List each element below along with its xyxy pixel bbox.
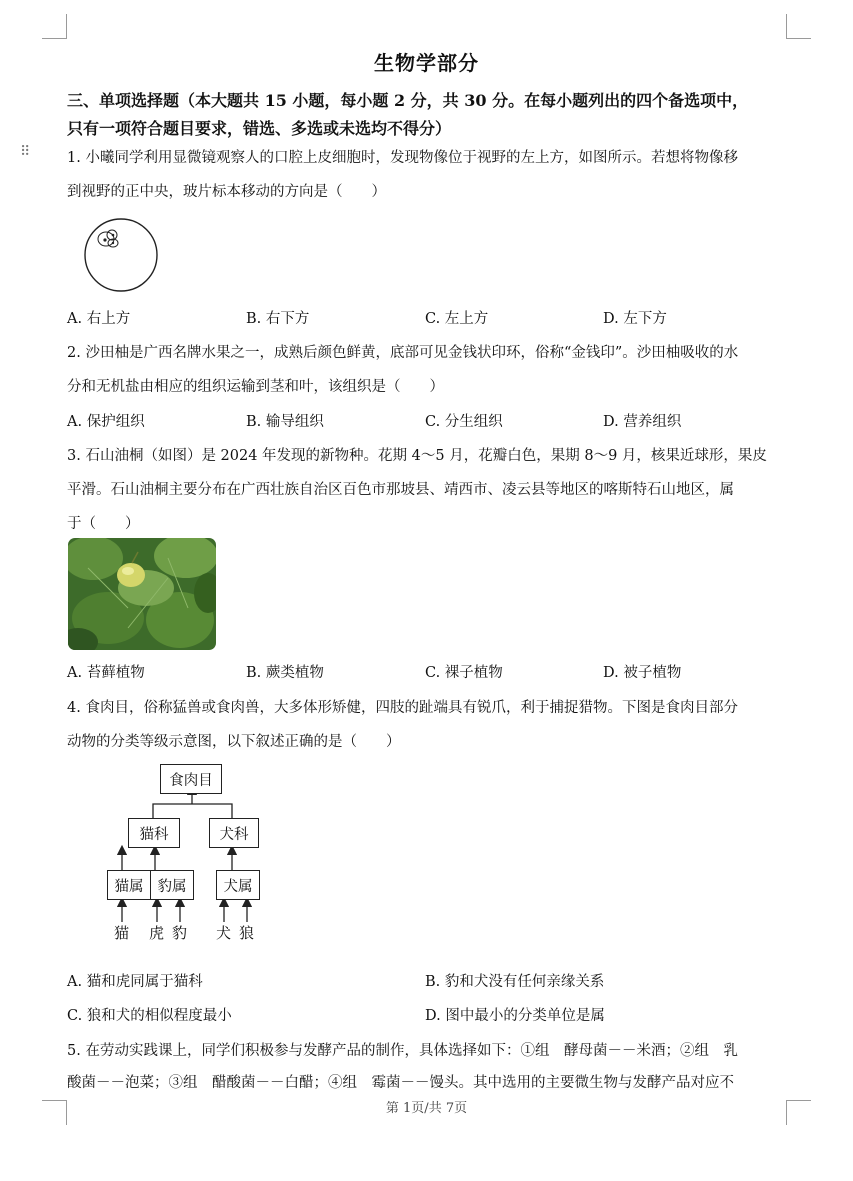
question-2-option-a[interactable]: A. 保护组织 [67, 414, 145, 430]
section-heading-line2: 只有一项符合题目要求，错选、多选或未选均不得分） [67, 119, 452, 138]
crop-mark-top-right [786, 14, 811, 39]
question-3-line1: 3. 石山油桐（如图）是 2024 年发现的新物种。花期 4～5 月，花瓣白色，果期 8～9 月，核果近球形，果皮 [67, 448, 767, 464]
page-footer: 第 1页/共 7页 [385, 1101, 468, 1116]
question-1-option-a[interactable]: A. 右上方 [67, 311, 131, 327]
question-4-option-b[interactable]: B. 豹和犬没有任何亲缘关系 [425, 974, 605, 990]
question-5-line2: 酸菌－－泡菜；③组 醋酸菌－－白醋；④组 霉菌－－馒头。其中选用的主要微生物与发酵产品对应不 [67, 1075, 734, 1091]
question-3-line2: 平滑。石山油桐主要分布在广西壮族自治区百色市那坡县、靖西市、凌云县等地区的喀斯特石山地区，属 [67, 482, 734, 498]
question-1-option-d[interactable]: D. 左下方 [603, 311, 667, 327]
question-2-option-c[interactable]: C. 分生组织 [425, 414, 503, 430]
question-1-option-b[interactable]: B. 右下方 [246, 311, 310, 327]
diagram-species-tiger: 虎 [149, 924, 165, 942]
microscope-field-figure [82, 216, 162, 296]
question-3-option-b[interactable]: B. 蕨类植物 [246, 665, 324, 681]
question-1-option-c[interactable]: C. 左上方 [425, 311, 489, 327]
question-5-line1: 5. 在劳动实践课上，同学们积极参与发酵产品的制作，具体选择如下：①组 酵母菌－－米酒；②组 乳 [67, 1043, 738, 1059]
question-2-line1: 2. 沙田柚是广西名牌水果之一，成熟后颜色鲜黄，底部可见金钱状印环，俗称“金钱印”。沙田柚吸收的水 [67, 345, 739, 361]
diagram-genus-dog-box: 犬属 [216, 870, 260, 900]
page-title: 生物学部分 [374, 51, 479, 75]
diagram-genus-leopard-box: 豹属 [150, 870, 194, 900]
question-3-option-a[interactable]: A. 苔藓植物 [67, 665, 145, 681]
diagram-species-leopard: 豹 [172, 924, 188, 942]
question-3-line3: 于（ ） [67, 516, 140, 532]
question-3-option-c[interactable]: C. 裸子植物 [425, 665, 503, 681]
diagram-species-wolf: 狼 [239, 924, 255, 942]
diagram-species-dog: 犬 [216, 924, 232, 942]
tung-tree-photo [68, 538, 216, 650]
diagram-family-cat-box: 猫科 [128, 818, 180, 848]
question-3-option-d[interactable]: D. 被子植物 [603, 665, 682, 681]
question-4-option-c[interactable]: C. 狼和犬的相似程度最小 [67, 1008, 232, 1024]
question-4-option-d[interactable]: D. 图中最小的分类单位是属 [425, 1008, 605, 1024]
diagram-species-cat: 猫 [114, 924, 130, 942]
diagram-family-dog-box: 犬科 [209, 818, 259, 848]
question-4-option-a[interactable]: A. 猫和虎同属于猫科 [67, 974, 203, 990]
section-heading-line1: 三、单项选择题（本大题共 15 小题，每小题 2 分，共 30 分。在每小题列出的四个备选项中， [67, 91, 749, 110]
question-2-option-b[interactable]: B. 输导组织 [246, 414, 324, 430]
question-4-line1: 4. 食肉目，俗称猛兽或食肉兽，大多体形矫健，四肢的趾端具有锐爪，利于捕捉猎物。下图是食肉目部分 [67, 700, 738, 716]
drag-handle-icon[interactable]: ⠿ [20, 144, 31, 160]
question-2-option-d[interactable]: D. 营养组织 [603, 414, 682, 430]
diagram-genus-cat-box: 猫属 [107, 870, 151, 900]
question-1-line2: 到视野的正中央，玻片标本移动的方向是（ ） [67, 184, 386, 200]
diagram-order-box: 食肉目 [160, 764, 222, 794]
crop-mark-top-left [42, 14, 67, 39]
question-2-line2: 分和无机盐由相应的组织运输到茎和叶，该组织是（ ） [67, 379, 444, 395]
question-1-line1: 1. 小曦同学利用显微镜观察人的口腔上皮细胞时，发现物像位于视野的左上方，如图所示。若想将物像移 [67, 150, 738, 166]
question-4-line2: 动物的分类等级示意图，以下叙述正确的是（ ） [67, 734, 401, 750]
